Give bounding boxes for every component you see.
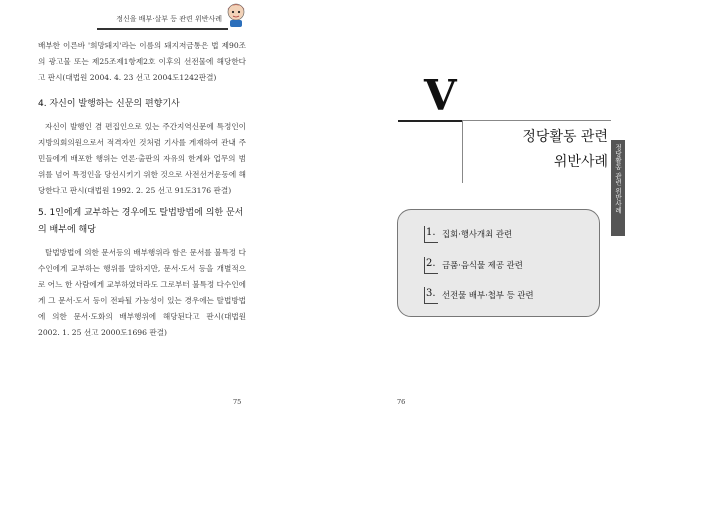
section-heading-4: 4. 자신이 발행하는 신문의 편향기사 xyxy=(38,99,180,109)
section-item-1[interactable] xyxy=(424,224,562,244)
section-item-label: 선전물 배부·첩부 등 관련 xyxy=(442,290,534,300)
left-body-text xyxy=(38,38,246,341)
section-item-2[interactable] xyxy=(424,255,562,275)
paragraph-section-4: 자신이 발행인 겸 편집인으로 있는 주간지역신문에 특정인이 지방의회의원으로서 적격자인 것처럼 기사를 게재하여 관내 주민들에게 배포한 행위는 언론·출판의 자유의 한계와 업무의 범위를 넘어 특정인을 당선시키기 위한 것으로 사전선거운동에 해당한다고 판시(대법원 1992. 2. 25 선고 91도3176 판결) xyxy=(38,122,246,195)
chapter-rule xyxy=(398,120,462,122)
section-item-label: 금품·음식물 제공 관련 xyxy=(442,260,523,270)
section-heading-5: 5. 1인에게 교부하는 경우에도 탈법방법에 의한 문서의 배부에 해당 xyxy=(38,208,244,235)
side-tab-label: 정당활동 관련 위반사례 xyxy=(614,144,622,214)
chapter-title-line2: 위반사례 xyxy=(553,154,608,170)
running-header xyxy=(97,11,228,30)
chapter-title-line1: 정당활동 관련 xyxy=(522,129,608,145)
chapter-numeral: V xyxy=(424,71,457,120)
paragraph-continued: 배부한 이른바 '희망돼지'라는 이름의 돼지저금통은 법 제90조의 광고물 또는 제25조제1항제2호 이후의 선전물에 해당한다고 판시(대법원 2004. 4. 23 선고 2004도1242판결) xyxy=(38,41,246,82)
paragraph-section-5: 탈법방법에 의한 문서등의 배부행위라 함은 문서를 불특정 다수인에게 교부하는 행위를 말하지만, 문서·도서 등을 개별적으로 어느 한 사람에게 교부하였더라도 그로부터 불특정 다수인에게 그 문서·도서 등이 전파될 가능성이 있는 경우에는 탈법방법에 의한 문서·도화의 배부행위에 해당된다고 판시(대법원 2002. 1. 25 선고 2000도1696 판결) xyxy=(38,248,246,337)
right-page-number: 76 xyxy=(397,398,406,406)
side-tab xyxy=(611,140,625,236)
left-page-number: 75 xyxy=(233,398,242,406)
running-header-title: 정신을 배부·살부 등 관련 위반사례 xyxy=(116,15,222,23)
section-item-number: 1. xyxy=(424,226,438,243)
section-item-number: 2. xyxy=(424,257,438,274)
mascot-logo-icon xyxy=(224,2,248,28)
section-item-number: 3. xyxy=(424,287,438,304)
section-item-label: 집회·행사개최 관련 xyxy=(442,229,513,239)
section-item-3[interactable] xyxy=(424,285,562,305)
